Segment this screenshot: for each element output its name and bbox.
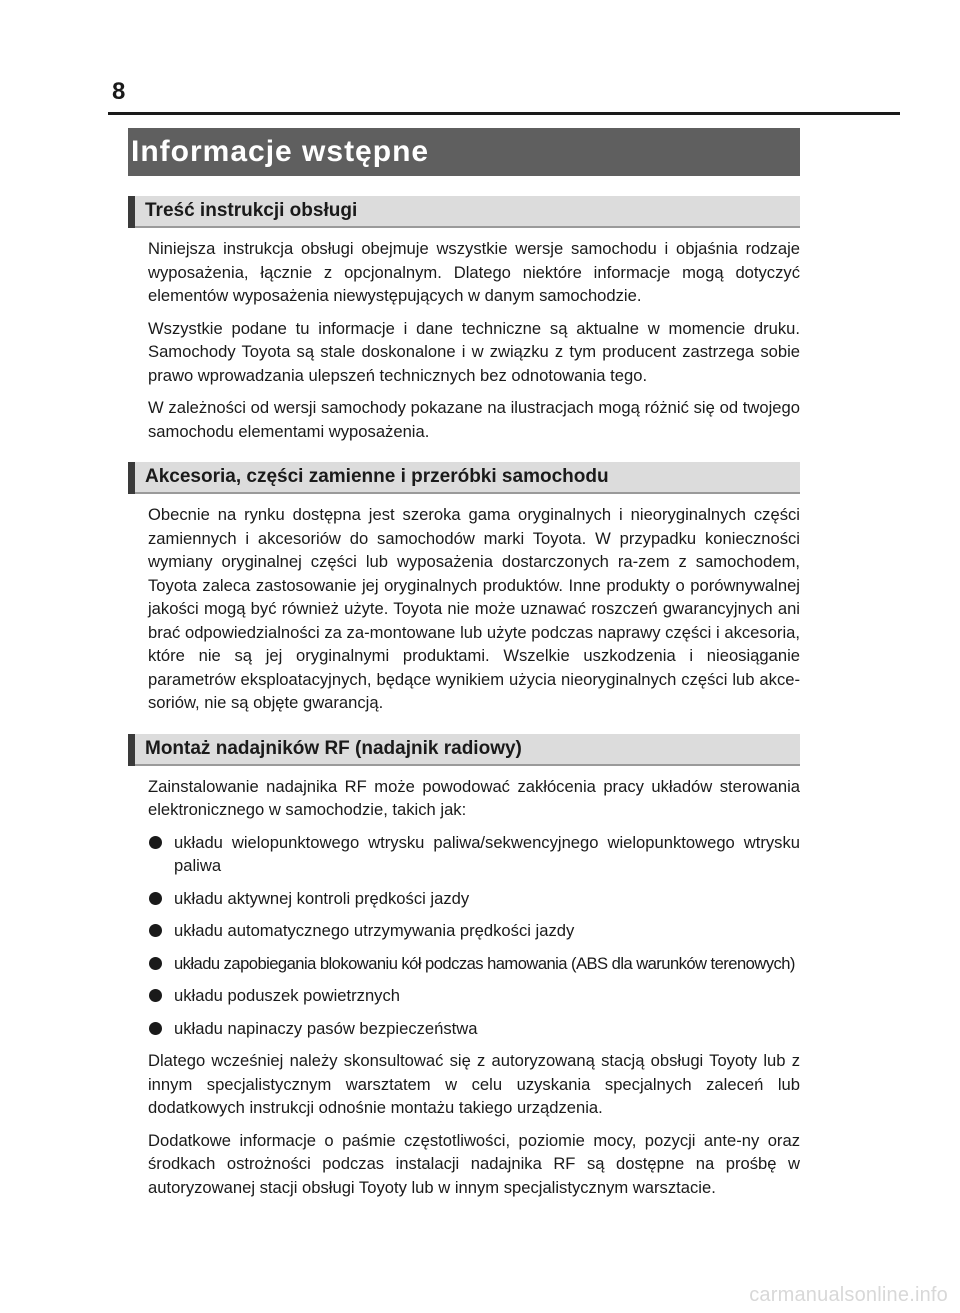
section-header-tresc: Treść instrukcji obsługi [128,196,800,228]
list-item-text: układu poduszek powietrznych [174,986,400,1005]
paragraph: Zainstalowanie nadajnika RF może powodować zakłócenia pracy układów sterowania elektronicznego w samochodzie, takich jak: [148,776,800,819]
paragraph: Dodatkowe informacje o paśmie częstotliwości, poziomie mocy, pozycji ante-ny oraz środkach ostrożności podczas instalacji nadajnika RF są dostępne na prośbę w autoryzowanej stacji obsługi Toyoty lub w innym specjalistycznym warsztacie. [148,1130,800,1197]
page-number: 8 [112,78,126,105]
page-content [128,196,800,1208]
list-item-text: układu aktywnej kontroli prędkości jazdy [174,888,470,908]
chapter-title: Informacje wstępne [128,128,800,176]
bullet-icon [149,836,162,849]
header-rule [108,112,900,115]
paragraph: Niniejsza instrukcja obsługi obejmuje wszystkie wersje samochodu i objaśnia rodzaje wyposażenia, łącznie z opcjonalnym. Dlatego niektóre informacje mogą dotyczyć elementów wyposażenia niewystępujących w danym samochodzie. [148,239,800,305]
list-item-text: układu wielopunktowego wtrysku paliwa/sekwencyjnego wielopunktowego wtrysku paliwa [174,832,800,875]
list-item-text: układu napinaczy pasów bezpieczeństwa [174,1018,478,1038]
section-body-rf [128,766,800,1200]
bullet-list [148,831,800,1041]
bullet-icon [149,1022,162,1035]
list-item [148,887,800,911]
section-body-akcesoria [128,494,800,715]
list-item [148,984,800,1008]
section-body-tresc [128,228,800,443]
list-item [148,952,800,976]
paragraph: Obecnie na rynku dostępna jest szeroka gama oryginalnych i nieoryginalnych części zamiennych i akcesoriów do samochodów marki Toyota. W przypadku konieczności wymiany oryginalnej części lub wyposażenia dostarczonych ra-zem z samochodem, Toyota zaleca zastosowanie jej oryginalnych produktów. Inne produkty o porównywalnej jakości mogą być również użyte. Toyota nie może uznawać roszczeń gwarancyjnych ani brać odpowiedzialności za za-montowane lub użyte podczas naprawy części i akcesoria, które nie są jej oryginalnymi produktami. Wszelkie uszkodzenia i nieosiąganie parametrów eksploatacyjnych, będące wynikiem użycia nieoryginalnych części lub akce-soriów, nie są objęte gwarancją. [148,505,800,712]
list-item-text: układu zapobiegania blokowaniu kół podczas hamowania (ABS dla warunków terenowych) [174,953,795,973]
section-header-akcesoria: Akcesoria, części zamienne i przeróbki samochodu [128,462,800,494]
paragraph: W zależności od wersji samochody pokazane na ilustracjach mogą różnić się od twojego samochodu elementami wyposażenia. [148,398,800,441]
list-item-text: układu automatycznego utrzymywania prędkości jazdy [174,921,575,940]
list-item [148,831,800,878]
watermark: carmanualsonline.info [749,1284,948,1306]
bullet-icon [149,892,162,905]
list-item [148,919,800,943]
list-item [148,1017,800,1041]
bullet-icon [149,957,162,970]
bullet-icon [149,989,162,1002]
paragraph: Wszystkie podane tu informacje i dane techniczne są aktualne w momencie druku. Samochody Toyota są stale doskonalone i w związku z tym producent zastrzega sobie prawo wprowadzania ulepszeń technicznych bez odnotowania tego. [148,318,800,385]
paragraph: Dlatego wcześniej należy skonsultować się z autoryzowaną stacją obsługi Toyoty lub z innym specjalistycznym warsztatem w celu uzyskania specjalnych zaleceń lub dodatkowych instrukcji odnośnie montażu takiego urządzenia. [148,1051,800,1117]
bullet-icon [149,924,162,937]
section-header-rf: Montaż nadajników RF (nadajnik radiowy) [128,734,800,766]
